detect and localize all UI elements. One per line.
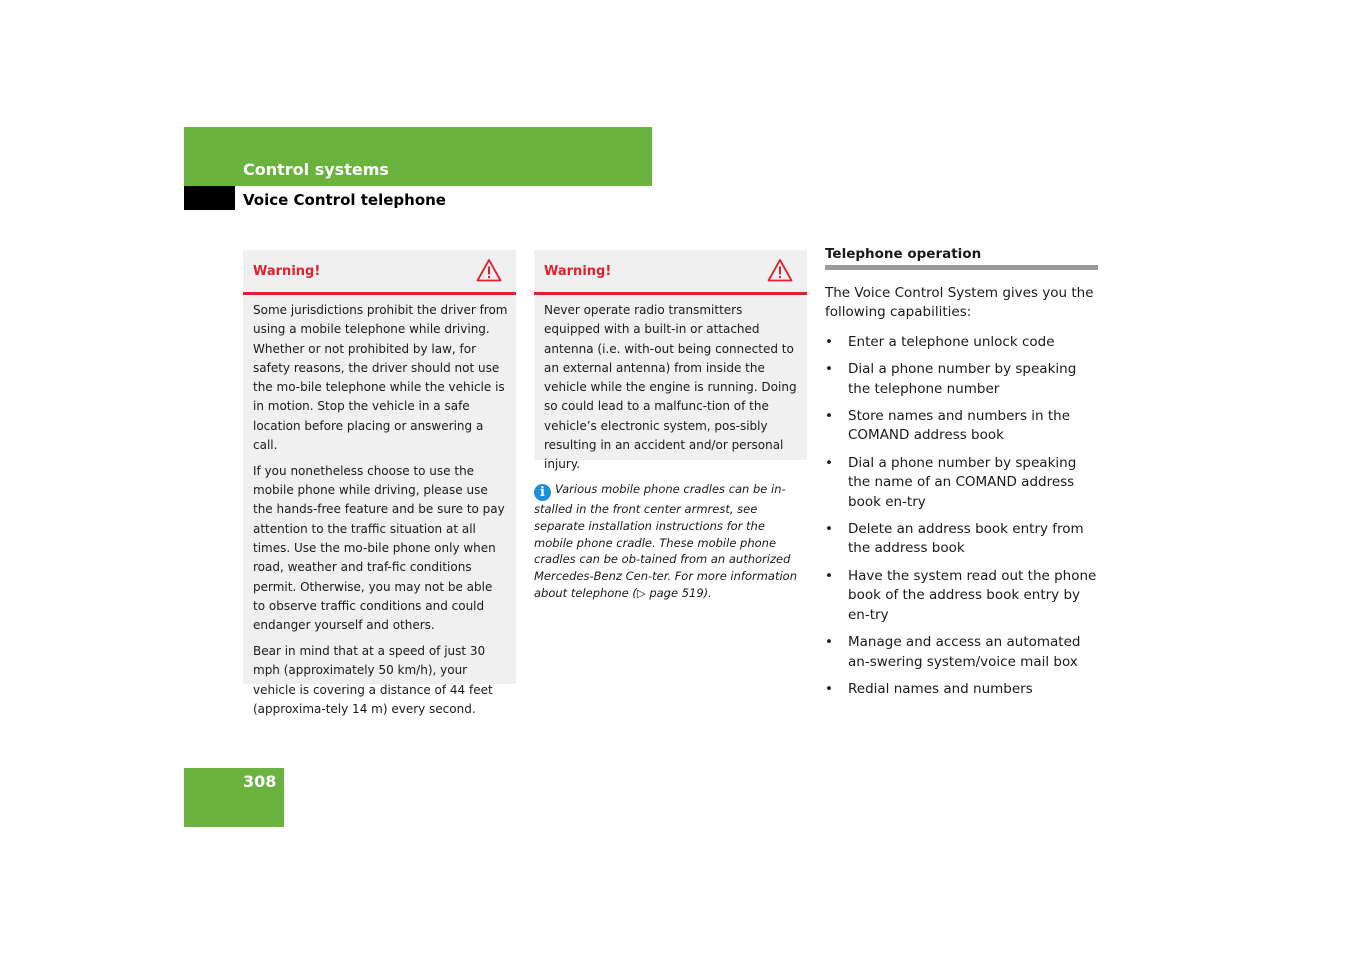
bullet: • (825, 408, 833, 425)
list-item: • Redial names and numbers (825, 680, 1098, 699)
list-item: • Dial a phone number by speaking the name of an COMAND address book en-try (825, 454, 1077, 510)
info-text: Various mobile phone cradles can be in-stalled in the front center armrest, see separate installation instructions for the mobile phone cradle. These mobile phone cradles can be ob-tained from an authorized Mercedes-Benz Cen-ter. For more information about telephone (▷ page 519). (534, 482, 798, 600)
list-item: • Manage and access an automated an-swering system/voice mail box (825, 634, 1081, 670)
warning-body (243, 295, 516, 727)
warning-title: Warning! (253, 264, 321, 279)
warning-box-radio (534, 250, 807, 472)
warning-paragraph: Some jurisdictions prohibit the driver from using a mobile telephone while driving. Whether or not prohibited by law, for safety reasons, the driver should not use the mo-bile telephone while the vehicle is in motion. Stop the vehicle in a safe location before placing or answering a call. (253, 303, 508, 453)
warning-triangle-icon (767, 258, 793, 282)
bullet: • (825, 454, 833, 471)
bullet: • (825, 333, 833, 350)
list-item: • Dial a phone number by speaking the telephone number (825, 361, 1077, 397)
section-intro: The Voice Control System gives you the following capabilities: (825, 285, 1094, 321)
warning-header (534, 250, 807, 295)
warning-paragraph: Bear in mind that at a speed of just 30 mph (approximately 50 km/h), your vehicle is covering a distance of 44 feet (approxima-tely 14 m) every second. (253, 644, 493, 716)
warning-title: Warning! (544, 264, 612, 279)
subsection-title: Voice Control telephone (243, 191, 446, 209)
warning-header (243, 250, 516, 295)
bullet: • (825, 567, 833, 584)
bullet: • (825, 634, 833, 651)
section-title: Control systems (243, 160, 389, 179)
warning-body (534, 295, 807, 483)
warning-paragraph: If you nonetheless choose to use the mobile phone while driving, please use the hands-free feature and be sure to pay attention to the traffic situation at all times. Use the mo-bile phone only when road, weather and traf-fic conditions permit. Otherwise, you may not be able to observe traffic conditions and could endanger yourself and others. (253, 463, 505, 633)
warning-paragraph: Never operate radio transmitters equipped with a built-in or attached antenna (i.e. with-out being connected to an external antenna) from inside the vehicle while the engine is running. Doing so could lead to a malfunc-tion of the vehicle’s electronic system, pos-sibly resulting in an accident and/or personal injury. (544, 303, 797, 472)
telephone-operation-section (825, 246, 1098, 707)
page-number: 308 (243, 772, 277, 791)
info-icon: i (534, 484, 551, 501)
info-note (534, 481, 806, 602)
warning-box-driving (243, 250, 516, 716)
section-heading: Telephone operation (825, 246, 1098, 270)
section-marker (184, 186, 235, 210)
warning-triangle-icon (476, 258, 502, 282)
list-item: • Enter a telephone unlock code (825, 333, 1098, 352)
list-item: • Store names and numbers in the COMAND address book (825, 408, 1071, 444)
bullet: • (825, 680, 833, 697)
capabilities-list (825, 333, 1098, 700)
bullet: • (825, 521, 833, 538)
bullet: • (825, 361, 833, 378)
list-item: • Have the system read out the phone book of the address book entry by en-try (825, 567, 1097, 623)
list-item: • Delete an address book entry from the address book (825, 521, 1084, 557)
